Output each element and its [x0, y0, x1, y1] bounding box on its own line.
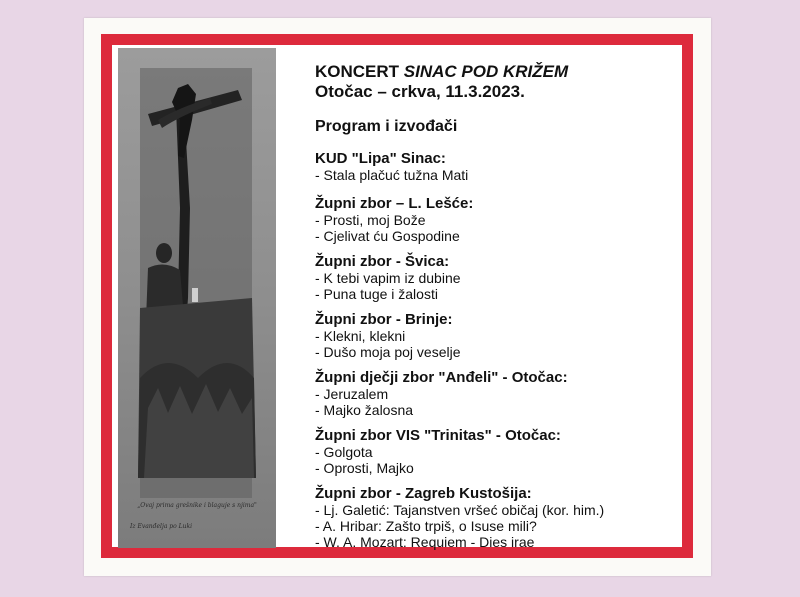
performer-group: [315, 485, 675, 550]
program-heading: Program i izvođači: [315, 118, 458, 135]
photo-source: Iz Evanđelja po Luki: [130, 523, 193, 530]
performer-name: KUD "Lipa" Sinac:: [315, 150, 446, 167]
song-item: - Jeruzalem: [315, 386, 389, 402]
crucifix-photo-image: [118, 48, 276, 548]
song-item: - Stala plačuć tužna Mati: [315, 167, 469, 183]
song-item: - K tebi vapim iz dubine: [315, 270, 461, 286]
performer-group: [315, 195, 675, 244]
song-item: - Lj. Galetić: Tajanstven vršeć običaj (kor. him.): [315, 502, 605, 518]
performer-name: Župni zbor – L. Lešće:: [315, 195, 474, 212]
performer-name: Župni zbor - Brinje:: [315, 311, 453, 328]
performer-group: [315, 369, 675, 418]
photo-quote: „Ovaj prima grešnike i blaguje s njima": [137, 502, 257, 509]
song-item: - Cjelivat ću Gospodine: [315, 228, 460, 244]
song-item: - Puna tuge i žalosti: [315, 286, 438, 302]
performer-name: Župni dječji zbor "Anđeli" - Otočac:: [315, 369, 568, 386]
concert-title-prefix: KONCERT: [315, 62, 400, 81]
performer-group: [315, 253, 675, 302]
performer-name: Župni zbor - Švica:: [315, 253, 450, 270]
concert-subtitle: Otočac – crkva, 11.3.2023.: [315, 82, 525, 101]
crucifix-photo: [118, 48, 276, 548]
song-item: - Oprosti, Majko: [315, 460, 414, 476]
concert-title-name: SINAC POD KRIŽEM: [403, 62, 569, 81]
performer-group: [315, 150, 675, 183]
song-item: - Golgota: [315, 444, 373, 460]
performer-group: [315, 427, 675, 476]
performer-name: Župni zbor - Zagreb Kustošija:: [315, 485, 532, 502]
song-item: - Klekni, klekni: [315, 328, 406, 344]
concert-title: [315, 62, 675, 82]
song-item: - Dušo moja poj veselje: [315, 344, 461, 360]
program-column: [315, 62, 675, 559]
song-item: - W. A. Mozart: Requiem - Dies irae: [315, 534, 535, 550]
song-item: - A. Hribar: Zašto trpiš, o Isuse mili?: [315, 518, 537, 534]
song-item: - Prosti, moj Bože: [315, 212, 426, 228]
performer-group: [315, 311, 675, 360]
song-item: - Majko žalosna: [315, 402, 414, 418]
performer-name: Župni zbor VIS "Trinitas" - Otočac:: [315, 427, 561, 444]
